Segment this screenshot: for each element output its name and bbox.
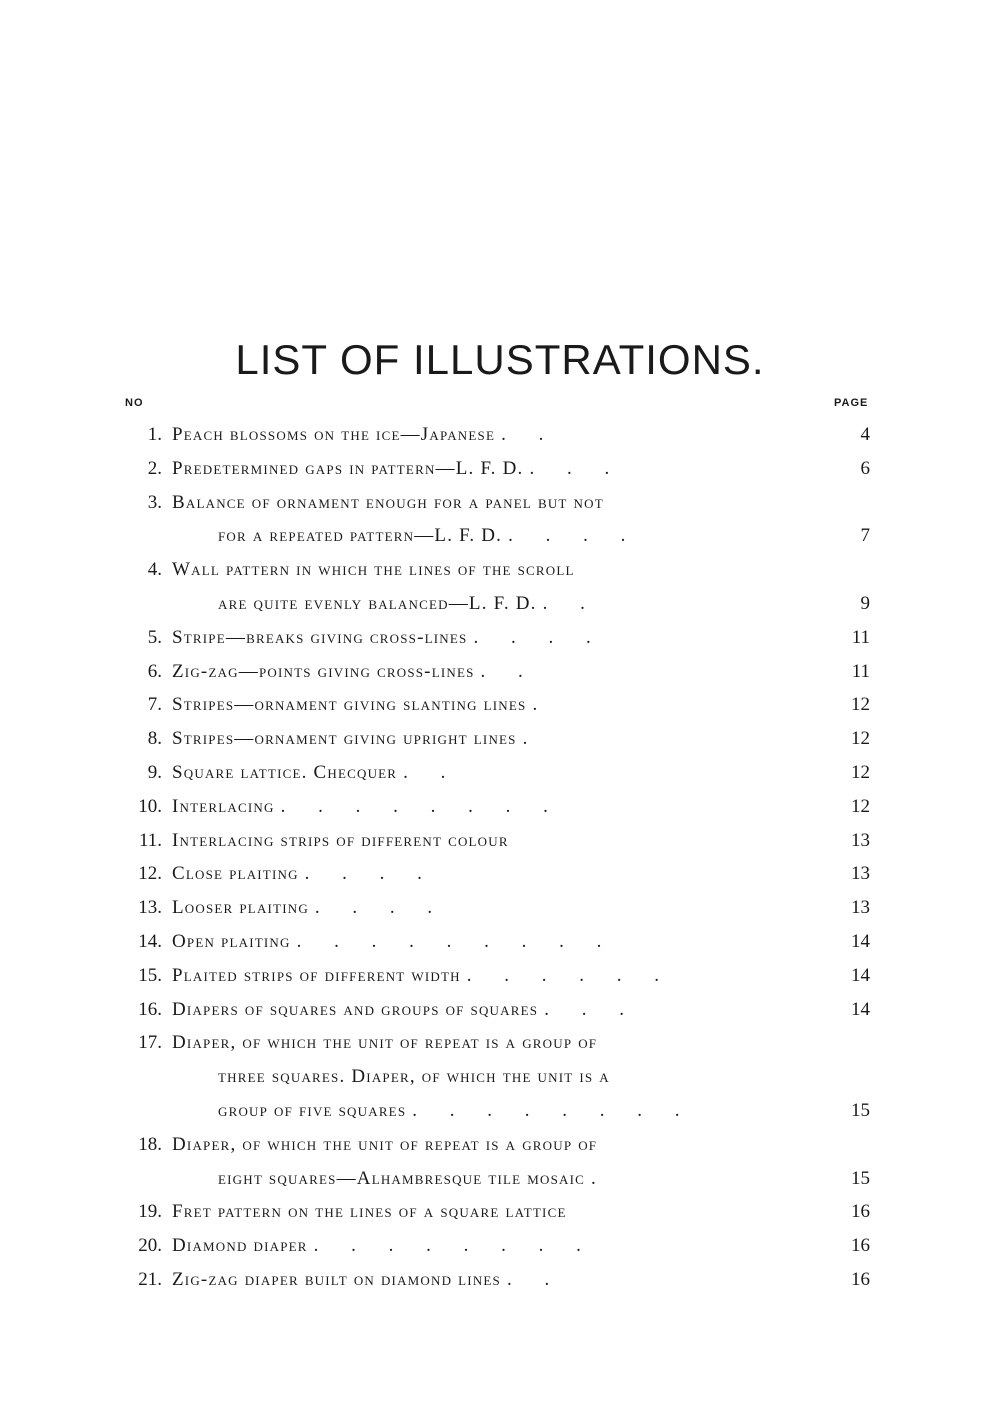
- leader-dots: . .: [403, 762, 460, 783]
- leader-dots: . . . .: [508, 525, 640, 547]
- entry-number: 6.: [147, 660, 162, 682]
- leader-dots: . .: [501, 424, 558, 445]
- entry-title: [172, 488, 604, 518]
- entry-title-text: three squares. Diaper, of which the unit is a: [218, 1066, 610, 1088]
- entry-title: [172, 758, 459, 788]
- entry-number: 20.: [138, 1235, 162, 1257]
- entry-number: 11.: [138, 829, 162, 851]
- entry-number: 13.: [138, 897, 162, 919]
- entry-title: [218, 1096, 694, 1126]
- entry-page-number: 13: [851, 829, 870, 851]
- entry-line: [0, 521, 1000, 551]
- number-column-header: NO: [125, 397, 144, 409]
- entry-line: [0, 792, 1000, 822]
- entry-page-number: 13: [851, 863, 870, 885]
- entry-number: 12.: [138, 863, 162, 885]
- leader-dots: . .: [480, 660, 537, 682]
- entry-line: [0, 623, 1000, 653]
- entry-line: [0, 1197, 1000, 1227]
- entry-title: [172, 1231, 595, 1261]
- entry-page-number: 12: [851, 728, 870, 750]
- entry-line: [0, 1265, 1000, 1295]
- leader-dots: . . . .: [304, 863, 436, 885]
- entry-title: [218, 1062, 610, 1092]
- leader-dots: . . . . . . . .: [313, 1235, 595, 1257]
- entry-title-text: Open plaiting: [172, 931, 291, 952]
- entry-title: [172, 995, 638, 1025]
- entry-title-text: Peach blossoms on the ice—Japanese: [172, 424, 496, 445]
- leader-dots: . . .: [529, 457, 624, 479]
- entry-page-number: 16: [851, 1269, 870, 1290]
- entry-page-number: 6: [860, 457, 870, 479]
- leader-dots: . . . . . . . .: [412, 1100, 694, 1121]
- entry-line: [0, 1028, 1000, 1058]
- entry-title: [172, 1028, 597, 1058]
- leader-dots: .: [522, 728, 542, 750]
- leader-dots: . .: [542, 593, 599, 614]
- entry-number: 10.: [138, 795, 162, 817]
- entry-title: [172, 1130, 597, 1160]
- entry-title: [172, 690, 551, 720]
- entry-title-text: Diaper, of which the unit of repeat is a group of: [172, 1032, 598, 1054]
- entry-number: 19.: [138, 1201, 162, 1223]
- entry-title-text: Close plaiting: [172, 863, 299, 885]
- entry-page-number: 12: [851, 694, 870, 716]
- leader-dots: . .: [506, 1269, 564, 1290]
- entry-page-number: 12: [851, 762, 870, 783]
- entry-title-text: Looser plaiting: [172, 897, 309, 919]
- entry-page-number: 15: [851, 1167, 870, 1189]
- entry-title-text: Wall pattern in which the lines of the scroll: [172, 559, 575, 581]
- entry-title: [172, 454, 623, 484]
- entry-number: 16.: [138, 998, 162, 1020]
- entry-title-text: Diapers of squares and groups of squares: [172, 998, 539, 1020]
- entry-title: [172, 961, 673, 991]
- entry-title: [218, 521, 639, 551]
- entry-number: 18.: [138, 1133, 162, 1155]
- entry-title: [172, 1265, 563, 1295]
- entry-title: [172, 792, 562, 822]
- page-column-header: PAGE: [834, 397, 869, 409]
- entry-line: [0, 1164, 1000, 1194]
- leader-dots: .: [532, 694, 552, 716]
- entry-line: [0, 454, 1000, 484]
- page-title: LIST OF ILLUSTRATIONS.: [235, 336, 765, 384]
- entry-title: [172, 623, 605, 653]
- entry-title-text: Square lattice. Checquer: [172, 762, 398, 783]
- entry-line: [0, 995, 1000, 1025]
- entry-line: [0, 859, 1000, 889]
- leader-dots: . . . . . . . .: [280, 795, 562, 817]
- entry-number: 5.: [147, 626, 162, 648]
- entry-page-number: 14: [851, 964, 870, 986]
- entry-number: 7.: [147, 694, 162, 716]
- entry-title: [172, 893, 446, 923]
- leader-dots: .: [591, 1167, 610, 1189]
- entry-page-number: 7: [860, 525, 870, 547]
- entry-line: [0, 758, 1000, 788]
- entry-title-text: Interlacing: [172, 795, 275, 817]
- entry-title: [172, 555, 575, 585]
- entry-page-number: 14: [851, 931, 870, 952]
- entry-page-number: 11: [851, 626, 870, 648]
- entry-title-text: Zig-zag—points giving cross-lines: [172, 660, 475, 682]
- entry-number: 2.: [147, 457, 162, 479]
- leader-dots: . . . .: [473, 626, 605, 648]
- entry-line: [0, 420, 1000, 450]
- entry-title-text: Stripe—breaks giving cross-lines: [172, 626, 468, 648]
- entry-number: 9.: [147, 762, 162, 783]
- entry-line: [0, 589, 1000, 619]
- entry-page-number: 16: [851, 1201, 870, 1223]
- entry-number: 21.: [138, 1269, 162, 1290]
- entry-line: [0, 1231, 1000, 1261]
- entry-line: [0, 826, 1000, 856]
- entry-title-text: Plaited strips of different width: [172, 964, 461, 986]
- entry-number: 8.: [147, 728, 162, 750]
- leader-dots: . . . .: [314, 897, 447, 919]
- entry-title-text: eight squares—Alhambresque tile mosaic: [218, 1167, 586, 1189]
- entry-number: 4.: [147, 559, 162, 581]
- entry-line: [0, 690, 1000, 720]
- entry-title-text: Interlacing strips of different colour: [172, 829, 509, 851]
- entry-number: 17.: [138, 1032, 162, 1054]
- entry-number: 15.: [138, 964, 162, 986]
- entry-title: [172, 420, 557, 450]
- entry-page-number: 12: [851, 795, 870, 817]
- entry-line: [0, 488, 1000, 518]
- entry-title-text: group of five squares: [218, 1100, 407, 1121]
- entry-page-number: 16: [851, 1235, 870, 1257]
- entry-title-text: Stripes—ornament giving upright lines: [172, 728, 517, 750]
- entry-title: [172, 927, 615, 957]
- entry-title: [172, 1197, 567, 1227]
- entry-title-text: Diaper, of which the unit of repeat is a group of: [172, 1133, 598, 1155]
- entry-page-number: 15: [851, 1100, 870, 1121]
- entry-page-number: 13: [851, 897, 870, 919]
- entry-title-text: Fret pattern on the lines of a square lattice: [172, 1201, 567, 1223]
- entry-title: [172, 724, 541, 754]
- entry-title: [172, 657, 537, 687]
- entry-title-text: Diamond diaper: [172, 1235, 308, 1257]
- entry-page-number: 14: [851, 998, 870, 1020]
- entry-line: [0, 1062, 1000, 1092]
- entry-line: [0, 724, 1000, 754]
- entry-line: [0, 893, 1000, 923]
- entry-line: [0, 961, 1000, 991]
- entry-page-number: 9: [860, 593, 870, 614]
- entry-line: [0, 657, 1000, 687]
- entry-title-text: Zig-zag diaper built on diamond lines: [172, 1269, 501, 1290]
- leader-dots: . . . . . . . . .: [296, 931, 616, 952]
- entry-title: [172, 859, 436, 889]
- entry-title: [218, 589, 599, 619]
- entry-page-number: 11: [851, 660, 870, 682]
- entry-title-text: Balance of ornament enough for a panel but not: [172, 491, 604, 513]
- entry-line: [0, 927, 1000, 957]
- entry-number: 14.: [138, 931, 162, 952]
- entry-line: [0, 1130, 1000, 1160]
- entry-title-text: Predetermined gaps in pattern—L. F. D.: [172, 457, 524, 479]
- leader-dots: . . . . . .: [466, 964, 673, 986]
- entry-line: [0, 555, 1000, 585]
- entry-page-number: 4: [860, 424, 870, 445]
- entry-number: 3.: [147, 491, 162, 513]
- entry-title-text: for a repeated pattern—L. F. D.: [218, 525, 503, 547]
- entry-title: [172, 826, 509, 856]
- leader-dots: . . .: [544, 998, 638, 1020]
- entry-title-text: Stripes—ornament giving slanting lines: [172, 694, 527, 716]
- entry-line: [0, 1096, 1000, 1126]
- entry-number: 1.: [147, 424, 162, 445]
- entry-title-text: are quite evenly balanced—L. F. D.: [218, 593, 537, 614]
- entry-title: [218, 1164, 610, 1194]
